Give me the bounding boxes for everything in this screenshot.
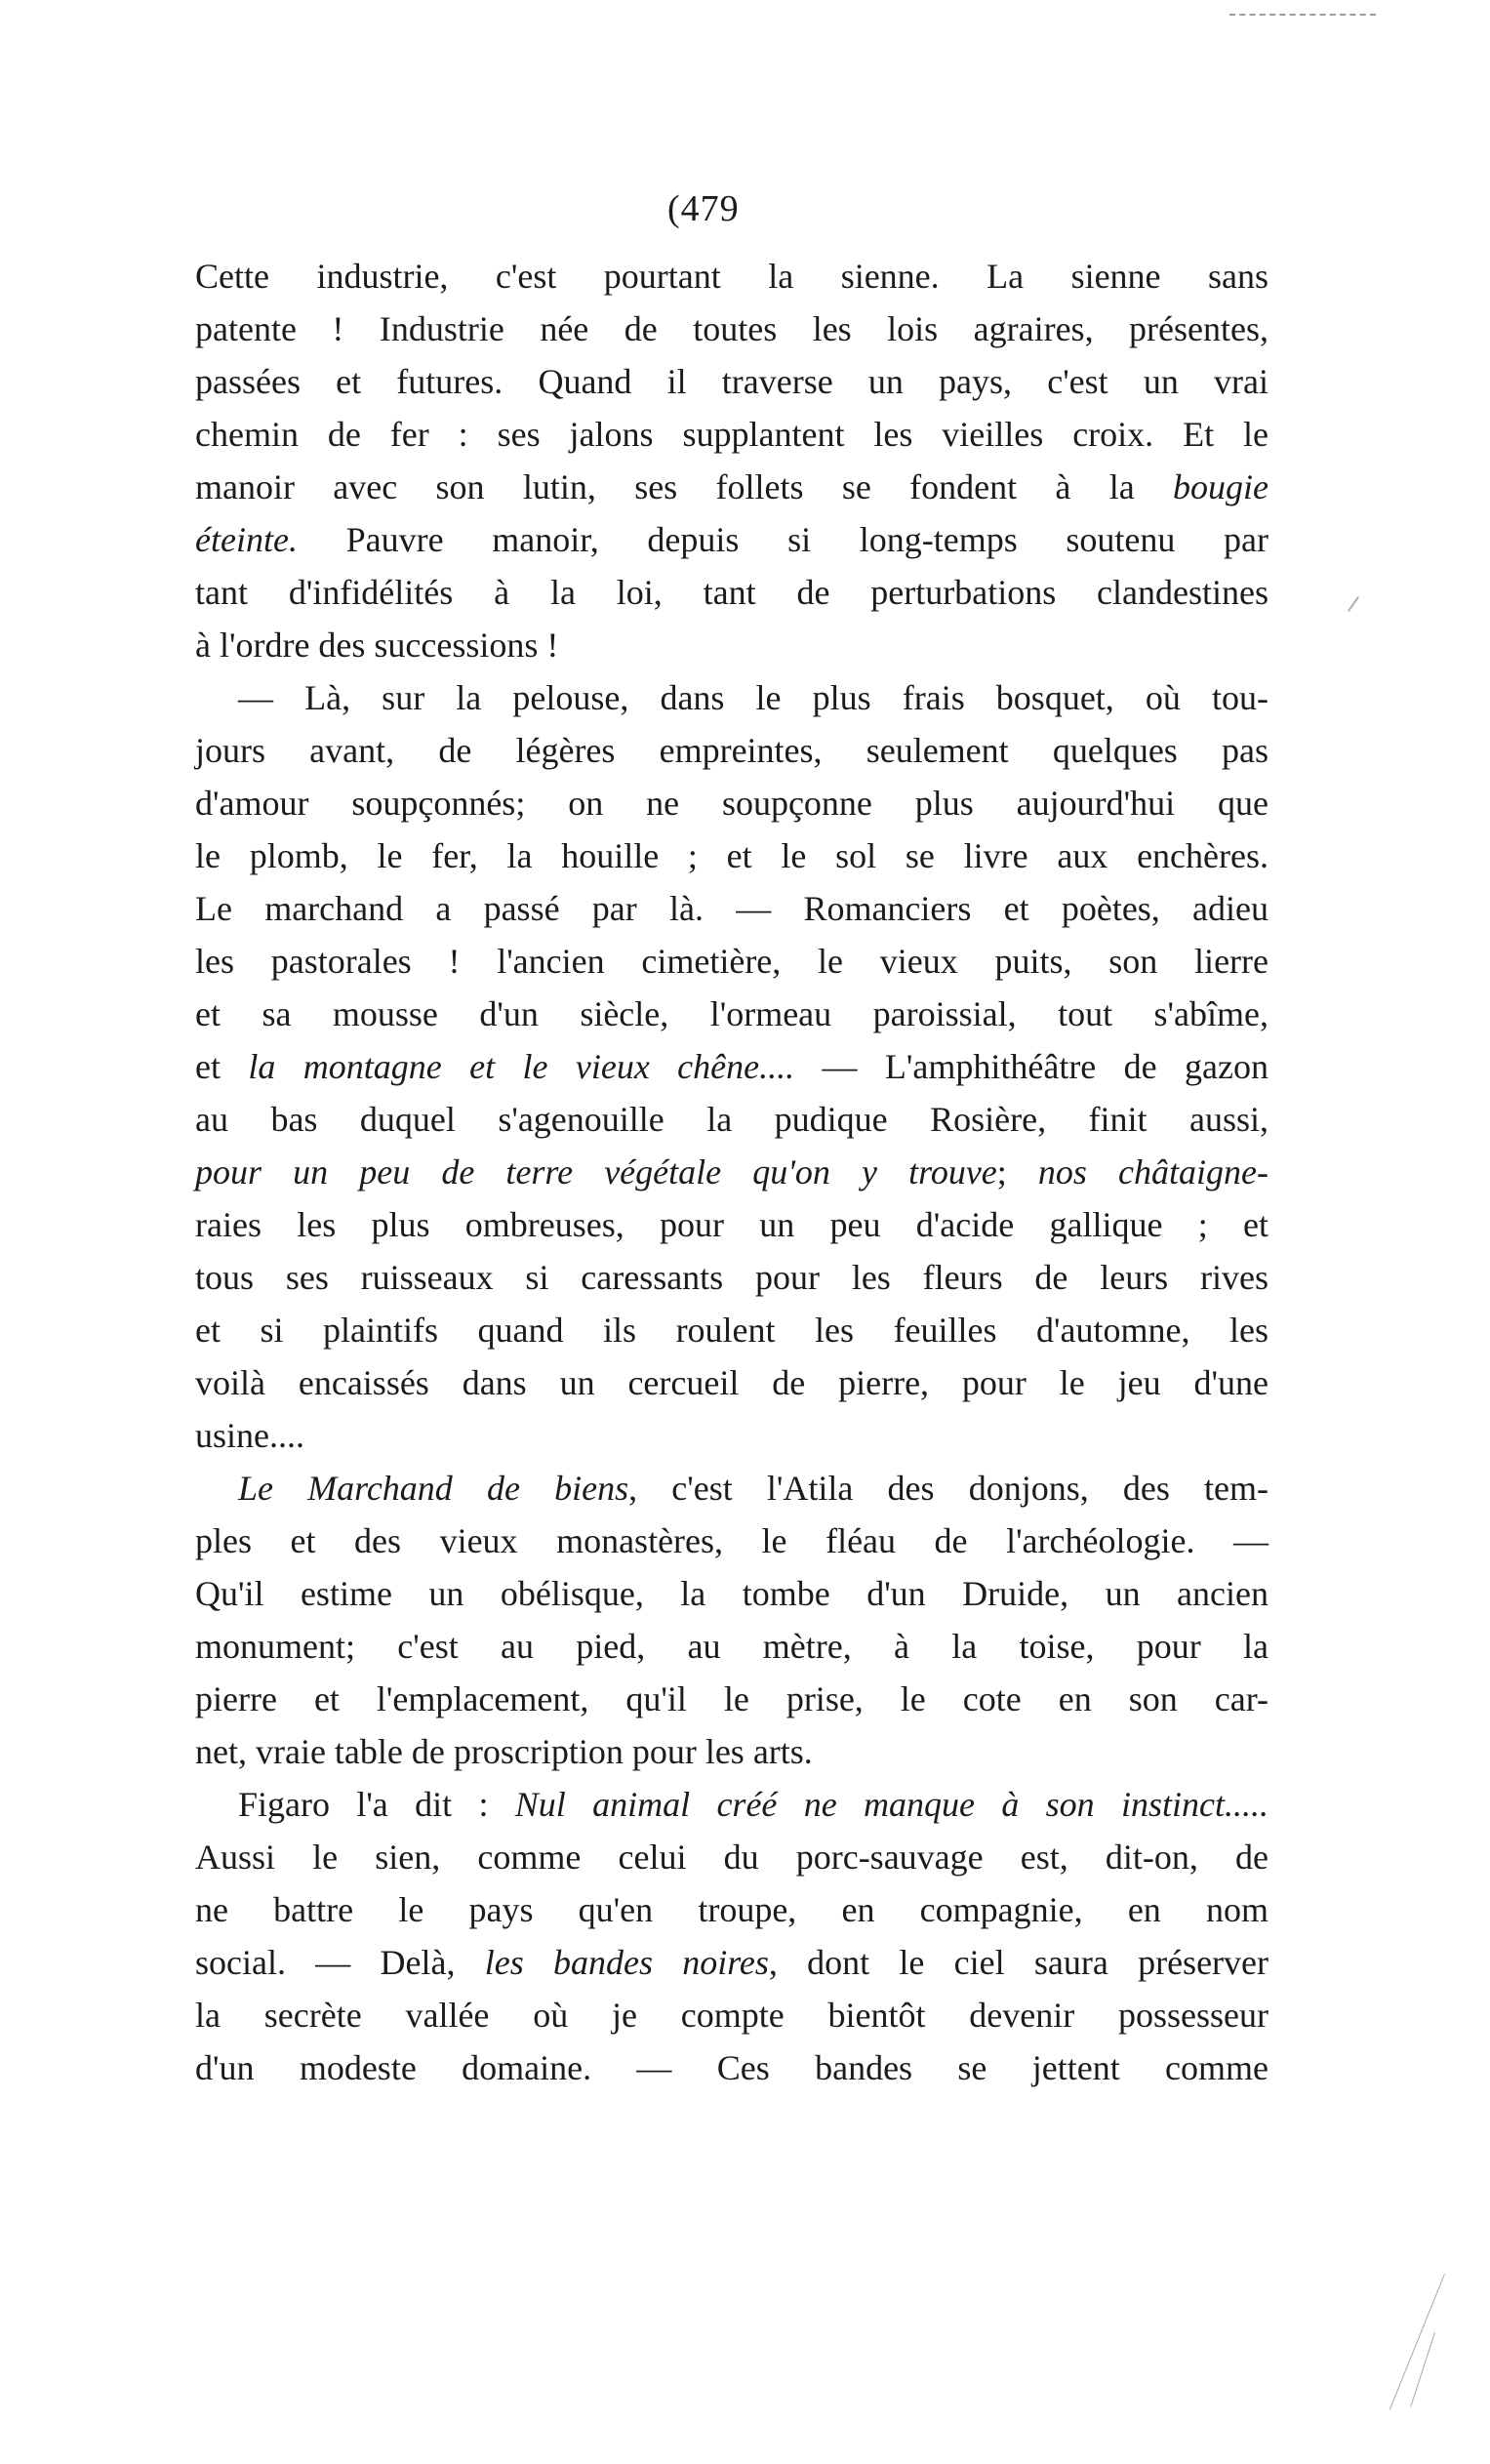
italic-text-segment: bougie	[1173, 467, 1269, 506]
text-segment: à l'ordre des successions !	[195, 626, 559, 665]
text-line	[195, 1198, 1269, 1251]
text-line	[195, 355, 1269, 408]
text-line	[195, 1673, 1269, 1725]
text-line	[195, 1620, 1269, 1673]
text-segment: d'amour soupçonnés; on ne soupçonne plus aujourd'hui que	[195, 784, 1269, 823]
text-segment: ne battre le pays qu'en troupe, en compagnie, en nom	[195, 1890, 1269, 1929]
text-line	[195, 1251, 1269, 1304]
text-segment: passées et futures. Quand il traverse un pays, c'est un vrai	[195, 362, 1269, 401]
text-line	[195, 513, 1269, 566]
text-line	[195, 935, 1269, 988]
text-segment: la secrète vallée où je compte bientôt devenir possesseur	[195, 1996, 1269, 2035]
text-segment: — L'amphithéâtre de gazon	[794, 1047, 1269, 1086]
text-segment: net, vraie table de proscription pour les arts.	[195, 1732, 813, 1771]
text-line	[195, 1093, 1269, 1146]
text-segment: ;	[996, 1152, 1038, 1192]
text-segment: — Là, sur la pelouse, dans le plus frais bosquet, où tou-	[238, 678, 1269, 717]
text-segment: pierre et l'emplacement, qu'il le prise, le cote en son car-	[195, 1679, 1269, 1718]
paper-scratch-mark	[1389, 2274, 1445, 2409]
text-line	[195, 408, 1269, 461]
text-line	[195, 882, 1269, 935]
text-segment: et	[195, 1047, 249, 1086]
text-segment: raies les plus ombreuses, pour un peu d'acide gallique ; et	[195, 1205, 1269, 1244]
text-segment: Pauvre manoir, depuis si long-temps soutenu par	[297, 520, 1269, 559]
text-segment: , dont le ciel saura préserver	[768, 1943, 1269, 1982]
text-line	[195, 250, 1269, 303]
text-segment: d'un modeste domaine. — Ces bandes se jettent comme	[195, 2048, 1269, 2087]
text-segment: patente ! Industrie née de toutes les lois agraires, présentes,	[195, 309, 1269, 348]
text-segment: au bas duquel s'agenouille la pudique Rosière, finit aussi,	[195, 1100, 1269, 1139]
scan-edge-rule	[1229, 14, 1376, 16]
text-segment: manoir avec son lutin, ses follets se fondent à la	[195, 467, 1174, 506]
text-segment: jours avant, de légères empreintes, seulement quelques pas	[195, 731, 1269, 770]
text-line	[195, 1409, 1269, 1462]
text-segment: Aussi le sien, comme celui du porc-sauvage est, dit-on, de	[195, 1838, 1269, 1877]
paper-scratch-mark	[1410, 2332, 1435, 2406]
text-line	[195, 671, 1269, 724]
text-line	[195, 303, 1269, 355]
text-line	[195, 1304, 1269, 1356]
italic-text-segment: Le Marchand de biens	[238, 1469, 629, 1508]
text-line	[195, 1462, 1269, 1515]
text-line	[195, 566, 1269, 619]
text-line	[195, 1778, 1269, 1831]
text-segment: , c'est l'Atila des donjons, des tem-	[628, 1469, 1269, 1508]
text-line	[195, 1989, 1269, 2041]
text-segment: et si plaintifs quand ils roulent les feuilles d'automne, les	[195, 1311, 1269, 1350]
text-segment: les pastorales ! l'ancien cimetière, le vieux puits, son lierre	[195, 942, 1269, 981]
text-segment: ples et des vieux monastères, le fléau de l'archéologie. —	[195, 1521, 1269, 1560]
page-number: (479	[667, 188, 740, 229]
text-segment: Qu'il estime un obélisque, la tombe d'un Druide, un ancien	[195, 1574, 1269, 1613]
text-segment: usine....	[195, 1416, 304, 1455]
text-segment: Cette industrie, c'est pourtant la sienne. La sienne sans	[195, 257, 1269, 296]
italic-text-segment: Nul animal créé ne manque à son instinct.....	[514, 1785, 1269, 1824]
text-line	[195, 1725, 1269, 1778]
text-line	[195, 2041, 1269, 2094]
text-segment: Figaro l'a dit :	[238, 1785, 515, 1824]
text-segment: Le marchand a passé par là. — Romanciers et poètes, adieu	[195, 889, 1269, 928]
text-segment: et sa mousse d'un siècle, l'ormeau paroissial, tout s'abîme,	[195, 994, 1269, 1033]
text-line	[195, 619, 1269, 671]
body-text	[195, 250, 1269, 2094]
text-line	[195, 1567, 1269, 1620]
text-line	[195, 1040, 1269, 1093]
text-line	[195, 988, 1269, 1040]
italic-text-segment: la montagne et le vieux chêne....	[248, 1047, 795, 1086]
text-line	[195, 724, 1269, 777]
text-line	[195, 1146, 1269, 1198]
italic-text-segment: nos châtaigne-	[1037, 1152, 1269, 1192]
text-segment: monument; c'est au pied, au mètre, à la toise, pour la	[195, 1627, 1269, 1666]
margin-pencil-mark	[1348, 596, 1359, 612]
text-line	[195, 461, 1269, 513]
text-segment: social. — Delà,	[195, 1943, 485, 1982]
text-line	[195, 1831, 1269, 1883]
italic-text-segment: les bandes noires	[484, 1943, 769, 1982]
text-segment: tant d'infidélités à la loi, tant de perturbations clandestines	[195, 573, 1269, 612]
text-segment: chemin de fer : ses jalons supplantent les vieilles croix. Et le	[195, 415, 1269, 454]
text-line	[195, 777, 1269, 829]
text-segment: voilà encaissés dans un cercueil de pierre, pour le jeu d'une	[195, 1363, 1269, 1402]
text-line	[195, 1515, 1269, 1567]
text-line	[195, 1356, 1269, 1409]
text-segment: le plomb, le fer, la houille ; et le sol se livre aux enchères.	[195, 836, 1269, 875]
text-segment: tous ses ruisseaux si caressants pour les fleurs de leurs rives	[195, 1258, 1269, 1297]
text-line	[195, 1883, 1269, 1936]
text-line	[195, 1936, 1269, 1989]
italic-text-segment: éteinte.	[195, 520, 298, 559]
text-line	[195, 829, 1269, 882]
italic-text-segment: pour un peu de terre végétale qu'on y trouve	[195, 1152, 997, 1192]
